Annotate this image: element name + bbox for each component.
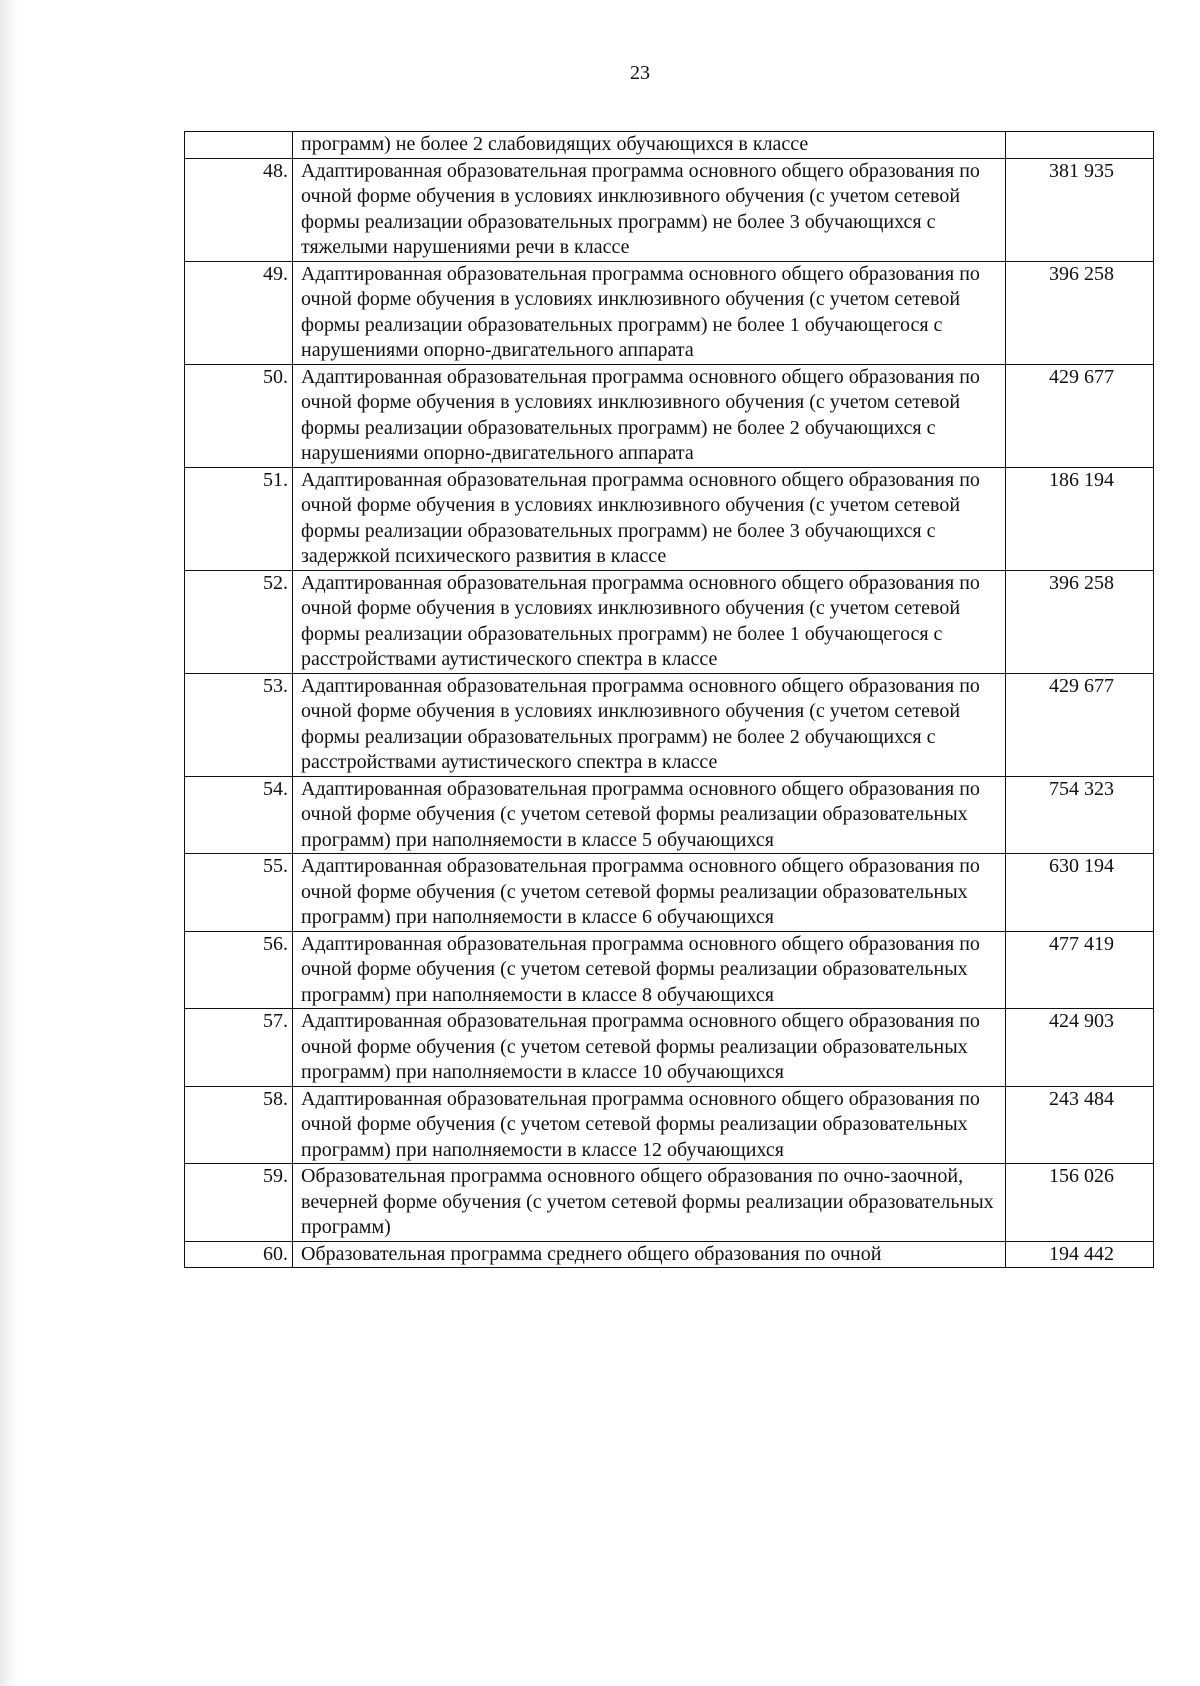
cost-value: 429 677 xyxy=(1006,364,1154,467)
row-number: 54. xyxy=(185,776,293,854)
row-number: 55. xyxy=(185,854,293,932)
cost-value: 424 903 xyxy=(1006,1009,1154,1087)
program-description: программ) не более 2 слабовидящих обучающихся в классе xyxy=(293,132,1006,159)
cost-value: 630 194 xyxy=(1006,854,1154,932)
program-description: Адаптированная образовательная программа основного общего образования по очной форме обучения в условиях инклюзивного обучения (с учетом сетевой формы реализации образовательных программ) не более 2 обучающихся с нарушениями опорно-двигательного аппарата xyxy=(293,364,1006,467)
table-row xyxy=(185,364,1154,467)
program-description: Адаптированная образовательная программа основного общего образования по очной форме обучения в условиях инклюзивного обучения (с учетом сетевой формы реализации образовательных программ) не более 1 обучающегося с нарушениями опорно-двигательного аппарата xyxy=(293,261,1006,364)
table-row xyxy=(185,158,1154,261)
program-description: Адаптированная образовательная программа основного общего образования по очной форме обучения (с учетом сетевой формы реализации образовательных программ) при наполняемости в классе 6 обучающихся xyxy=(293,854,1006,932)
scan-edge xyxy=(0,0,18,1686)
program-description: Образовательная программа среднего общего образования по очной xyxy=(293,1241,1006,1268)
row-number: 51. xyxy=(185,467,293,570)
cost-value: 156 026 xyxy=(1006,1164,1154,1242)
program-description: Адаптированная образовательная программа основного общего образования по очной форме обучения (с учетом сетевой формы реализации образовательных программ) при наполняемости в классе 8 обучающихся xyxy=(293,931,1006,1009)
row-number: 53. xyxy=(185,673,293,776)
table-row xyxy=(185,132,1154,159)
cost-value: 477 419 xyxy=(1006,931,1154,1009)
table-row xyxy=(185,673,1154,776)
table-row xyxy=(185,1241,1154,1268)
row-number: 49. xyxy=(185,261,293,364)
row-number: 59. xyxy=(185,1164,293,1242)
table-row xyxy=(185,1164,1154,1242)
cost-value: 186 194 xyxy=(1006,467,1154,570)
row-number: 50. xyxy=(185,364,293,467)
table-row xyxy=(185,1086,1154,1164)
table-row xyxy=(185,931,1154,1009)
cost-value: 396 258 xyxy=(1006,261,1154,364)
row-number: 56. xyxy=(185,931,293,1009)
row-number xyxy=(185,132,293,159)
table-row xyxy=(185,467,1154,570)
cost-value: 754 323 xyxy=(1006,776,1154,854)
cost-value: 243 484 xyxy=(1006,1086,1154,1164)
row-number: 58. xyxy=(185,1086,293,1164)
program-description: Адаптированная образовательная программа основного общего образования по очной форме обучения в условиях инклюзивного обучения (с учетом сетевой формы реализации образовательных программ) не более 1 обучающегося с расстройствами аутистического спектра в классе xyxy=(293,570,1006,673)
tariff-table xyxy=(184,131,1154,1268)
table-row xyxy=(185,1009,1154,1087)
row-number: 48. xyxy=(185,158,293,261)
cost-value: 429 677 xyxy=(1006,673,1154,776)
row-number: 60. xyxy=(185,1241,293,1268)
program-description: Адаптированная образовательная программа основного общего образования по очной форме обучения в условиях инклюзивного обучения (с учетом сетевой формы реализации образовательных программ) не более 3 обучающихся с задержкой психического развития в классе xyxy=(293,467,1006,570)
row-number: 52. xyxy=(185,570,293,673)
table-row xyxy=(185,854,1154,932)
row-number: 57. xyxy=(185,1009,293,1087)
program-description: Адаптированная образовательная программа основного общего образования по очной форме обучения в условиях инклюзивного обучения (с учетом сетевой формы реализации образовательных программ) не более 2 обучающихся с расстройствами аутистического спектра в классе xyxy=(293,673,1006,776)
table-row xyxy=(185,776,1154,854)
program-description: Адаптированная образовательная программа основного общего образования по очной форме обучения (с учетом сетевой формы реализации образовательных программ) при наполняемости в классе 5 обучающихся xyxy=(293,776,1006,854)
cost-value xyxy=(1006,132,1154,159)
table-row xyxy=(185,570,1154,673)
page-number: 23 xyxy=(630,62,650,84)
program-description: Образовательная программа основного общего образования по очно-заочной, вечерней форме обучения (с учетом сетевой формы реализации образовательных программ) xyxy=(293,1164,1006,1242)
program-description: Адаптированная образовательная программа основного общего образования по очной форме обучения в условиях инклюзивного обучения (с учетом сетевой формы реализации образовательных программ) не более 3 обучающихся с тяжелыми нарушениями речи в классе xyxy=(293,158,1006,261)
table-row xyxy=(185,261,1154,364)
cost-value: 396 258 xyxy=(1006,570,1154,673)
program-description: Адаптированная образовательная программа основного общего образования по очной форме обучения (с учетом сетевой формы реализации образовательных программ) при наполняемости в классе 12 обучающихся xyxy=(293,1086,1006,1164)
cost-value: 381 935 xyxy=(1006,158,1154,261)
program-description: Адаптированная образовательная программа основного общего образования по очной форме обучения (с учетом сетевой формы реализации образовательных программ) при наполняемости в классе 10 обучающихся xyxy=(293,1009,1006,1087)
cost-value: 194 442 xyxy=(1006,1241,1154,1268)
